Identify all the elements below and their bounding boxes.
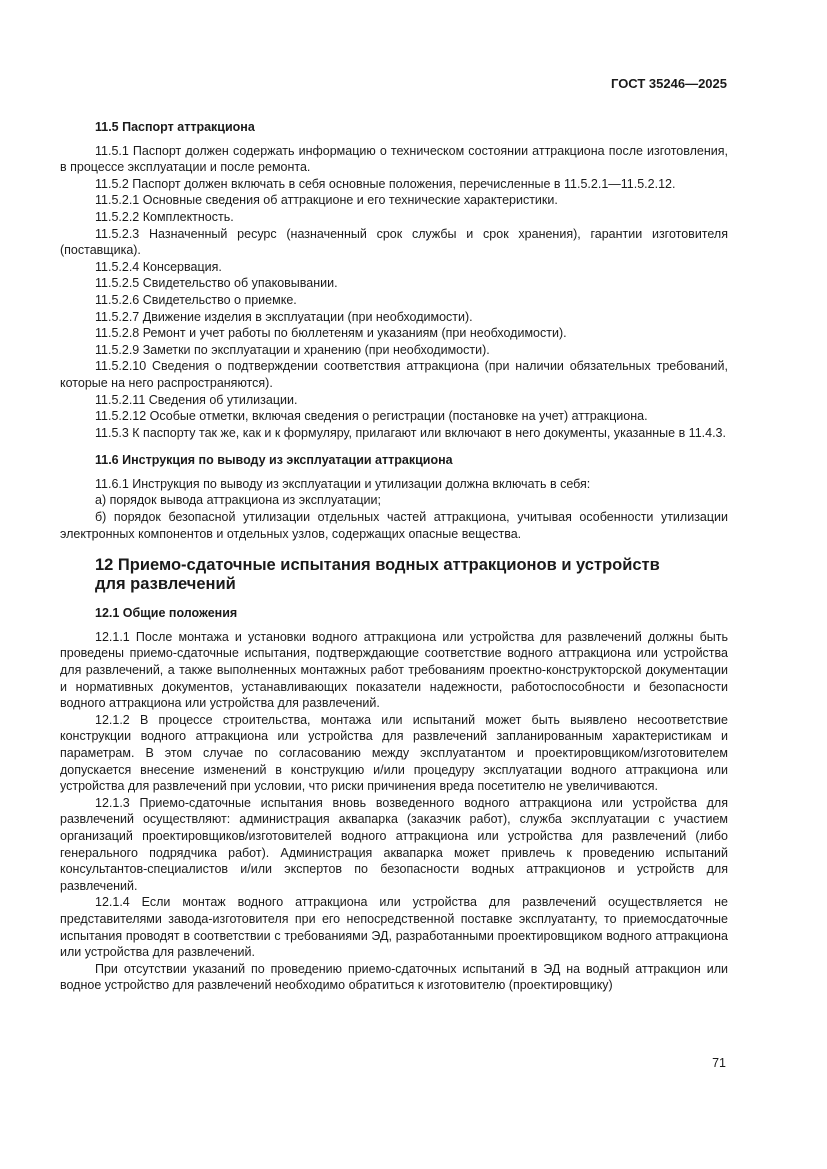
paragraph: 12.1.2 В процессе строительства, монтажа или испытаний может быть выявлено несоответствие конструкции водного аттракциона или устройства для развлечений запланированным характеристикам и параметрам. В этом случае по согласованию между эксплуатантом и проектировщиком/изготовителем допускается внесение изменений в конструкцию и/или процедуру эксплуатации водного аттракциона или устройства для развлечений при условии, что риски причинения вреда посетителю не увеличиваются. [60, 712, 728, 794]
paragraph: 11.5.3 К паспорту так же, как и к формуляру, прилагают или включают в него документы, указанные в 11.4.3. [95, 425, 726, 440]
paragraph: 11.5.2.12 Особые отметки, включая сведения о регистрации (постановке на учет) аттракциона. [95, 409, 648, 424]
chapter-heading-line: 12 Приемо-сдаточные испытания водных аттракционов и устройств [95, 556, 660, 575]
paragraph: 11.5.2.10 Сведения о подтверждении соответствия аттракциона (при наличии обязательных требований, которые на него распространяются). [60, 359, 728, 390]
list-item: а) порядок вывода аттракциона из эксплуатации; [95, 493, 381, 508]
page-number: 71 [712, 1056, 726, 1070]
paragraph: 12.1.1 После монтажа и установки водного аттракциона или устройства для развлечений должны быть проведены приемо-сдаточные испытания, подтверждающие соответствие водного аттракциона или устройства для развлечений, а также выполненных монтажных работ требованиям проектно-конструкторской документации и нормативных документов, устанавливающих показатели надежности, работоспособности и безопасности водного аттракциона или устройства для развлечений. [60, 629, 728, 711]
paragraph: 11.5.1 Паспорт должен содержать информацию о техническом состоянии аттракциона после изготовления, в процессе эксплуатации и после ремонта. [60, 143, 728, 175]
chapter-heading-line: для развлечений [95, 575, 236, 594]
section-heading-11-6: 11.6 Инструкция по выводу из эксплуатации аттракциона [95, 453, 453, 468]
paragraph: При отсутствии указаний по проведению приемо-сдаточных испытаний в ЭД на водный аттракцион или водное устройство для развлечений необходимо обратиться к изготовителю (проектировщику) [60, 961, 728, 993]
list-item: б) порядок безопасной утилизации отдельных частей аттракциона, учитывая особенности утилизации электронных компонентов и отдельных узлов, содержащих опасные вещества. [60, 510, 728, 541]
paragraph: 11.5.2.6 Свидетельство о приемке. [95, 292, 297, 307]
paragraph: 11.5.2 Паспорт должен включать в себя основные положения, перечисленные в 11.5.2.1—11.5.2.12. [95, 176, 676, 191]
paragraph: 11.5.2.2 Комплектность. [95, 209, 234, 224]
paragraph: 11.5.2.8 Ремонт и учет работы по бюллетеням и указаниям (при необходимости). [95, 326, 567, 341]
page-content [60, 119, 728, 994]
paragraph: 12.1.3 Приемо-сдаточные испытания вновь возведенного водного аттракциона или устройства для развлечений осуществляют: администрация аквапарка (заказчик работ), служба эксплуатации с участием организаций проектировщиков/изготовителей водного аттракциона или устройства для развлечений (либо генерального подрядчика работ). Администрация аквапарка может привлечь к проведению испытаний консультантов-специалистов и/или экспертов по безопасности водных аттракционов и устройств для развлечений. [60, 795, 728, 893]
paragraph: 11.5.2.11 Сведения об утилизации. [95, 392, 298, 407]
paragraph: 11.5.2.7 Движение изделия в эксплуатации (при необходимости). [95, 309, 473, 324]
paragraph: 12.1.4 Если монтаж водного аттракциона или устройства для развлечений осуществляется не представителями завода-изготовителя при его непосредственной поставке эксплуатанту, то приемосдаточные испытания проводят в соответствии с требованиями ЭД, разработанными проектировщиком водного аттракциона или устройства для развлечений. [60, 895, 728, 960]
paragraph: 11.5.2.3 Назначенный ресурс (назначенный срок службы и срок хранения), гарантии изготовителя (поставщика). [60, 226, 728, 258]
section-heading-11-5: 11.5 Паспорт аттракциона [95, 120, 255, 134]
paragraph: 11.5.2.1 Основные сведения об аттракционе и его технические характеристики. [95, 193, 558, 208]
paragraph: 11.5.2.4 Консервация. [95, 259, 222, 274]
standard-code: ГОСТ 35246—2025 [611, 76, 727, 91]
paragraph: 11.5.2.5 Свидетельство об упаковывании. [95, 276, 338, 291]
paragraph: 11.6.1 Инструкция по выводу из эксплуатации и утилизации должна включать в себя: [95, 476, 591, 491]
section-heading-12-1: 12.1 Общие положения [95, 606, 238, 621]
paragraph: 11.5.2.9 Заметки по эксплуатации и хранению (при необходимости). [95, 342, 490, 357]
chapter-heading-12 [95, 556, 728, 594]
